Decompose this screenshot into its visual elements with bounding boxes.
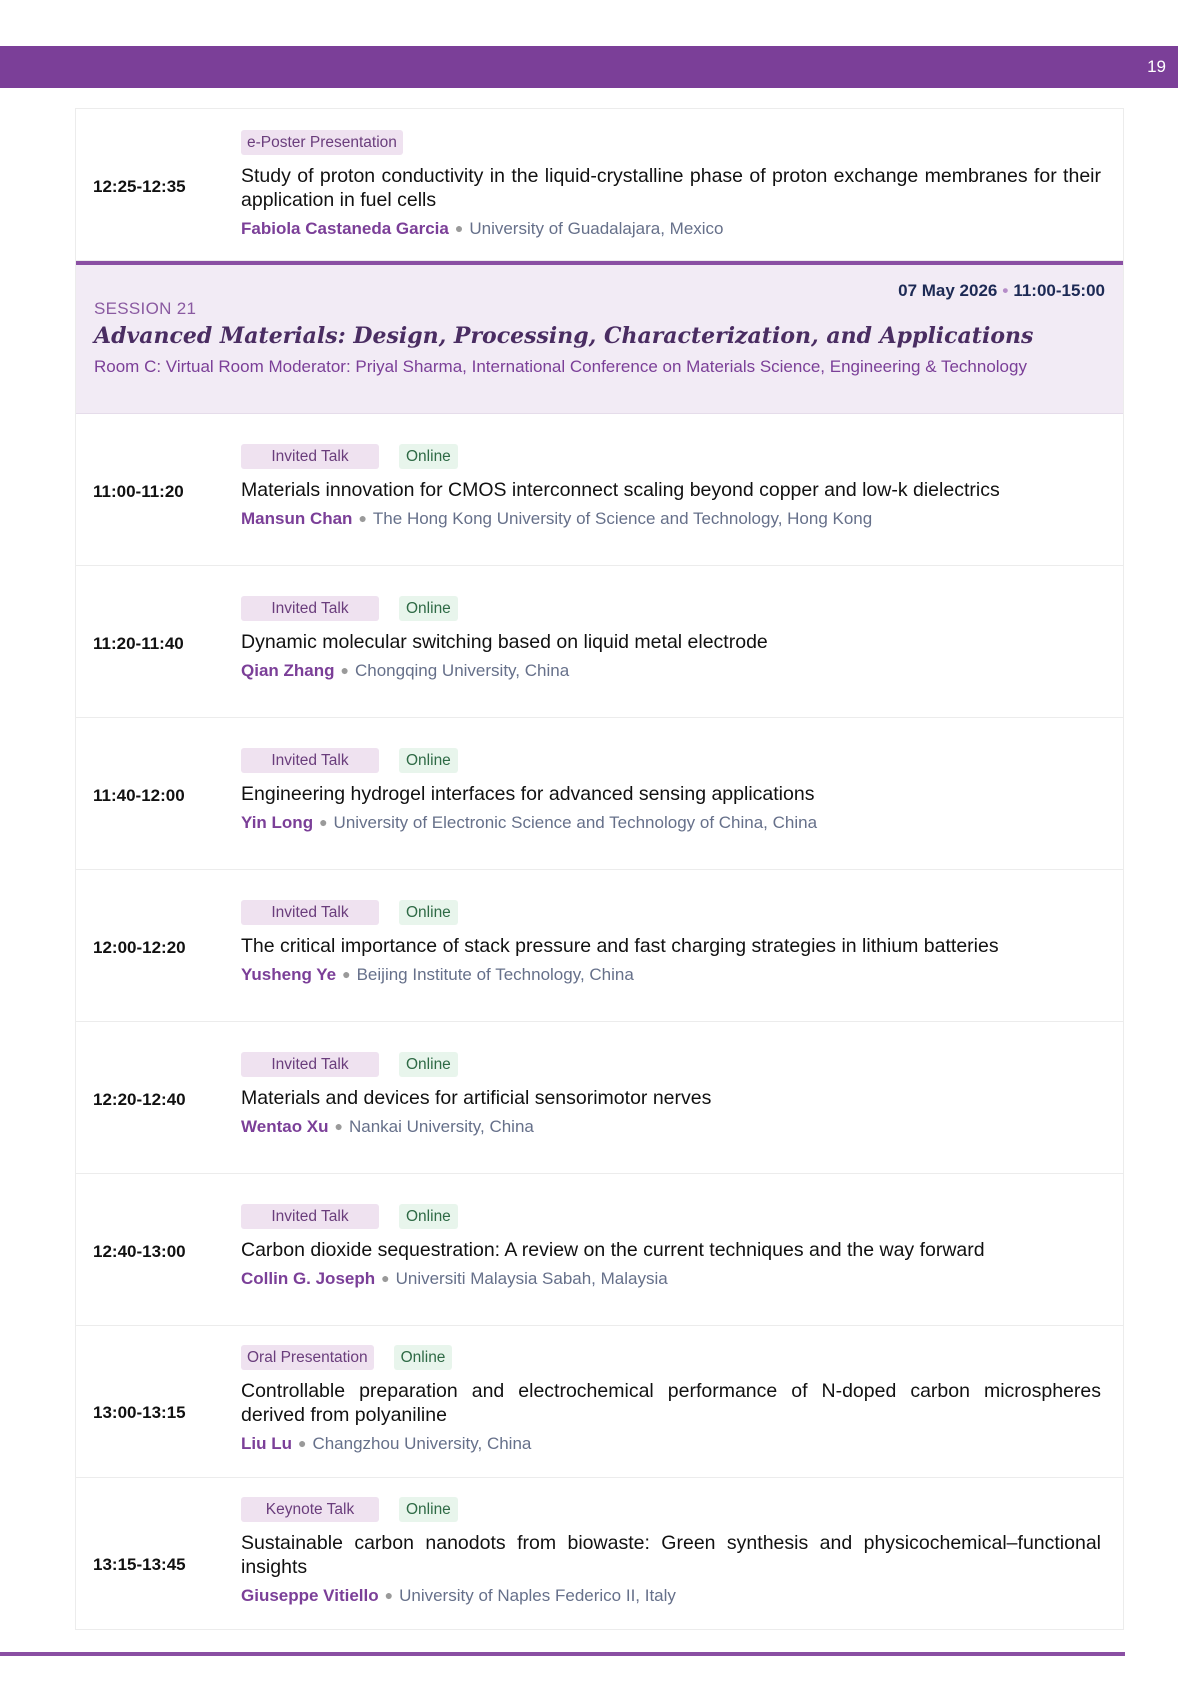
separator-dot: ●: [454, 220, 464, 236]
session-date: 07 May 2026: [898, 281, 998, 300]
separator-dot: ●: [340, 662, 349, 678]
talk-title: Engineering hydrogel interfaces for advanced sensing applications: [241, 783, 815, 805]
speaker-name: Collin G. Joseph: [241, 1269, 376, 1288]
schedule-row: [76, 1326, 1123, 1478]
row-content: [241, 1052, 1101, 1137]
session-title: Advanced Materials: Design, Processing, Characterization, and Applications: [94, 323, 1034, 349]
talk-title: Materials innovation for CMOS interconnect scaling beyond copper and low-k dielectrics: [241, 479, 1000, 501]
schedule-row: [76, 1174, 1123, 1326]
badge-group: [241, 1052, 1101, 1076]
speaker-line: [241, 813, 1101, 833]
badge-group: [241, 596, 1101, 620]
online-badge: Online: [399, 1204, 458, 1229]
presentation-type-badge: Invited Talk: [241, 1204, 379, 1229]
speaker-affiliation: Universiti Malaysia Sabah, Malaysia: [395, 1269, 668, 1288]
speaker-name: Fabiola Castaneda Garcia: [241, 219, 449, 238]
speaker-name: Yusheng Ye: [241, 965, 337, 984]
talk-title: Sustainable carbon nanodots from biowaste: Green synthesis and physicochemical–functional insights: [241, 1532, 1101, 1578]
presentation-type-badge: Invited Talk: [241, 900, 379, 925]
speaker-line: [241, 1586, 1101, 1606]
session-room-moderator: Room C: Virtual Room Moderator: Priyal Sharma, International Conference on Materials Science, Engineering & Technology: [94, 357, 1027, 376]
row-content: [241, 900, 1101, 985]
presentation-type-badge: Invited Talk: [241, 596, 379, 621]
speaker-affiliation: Chongqing University, China: [354, 661, 570, 680]
time-slot: 13:00-13:15: [93, 1403, 186, 1422]
header-bar: [0, 46, 1178, 88]
speaker-name: Wentao Xu: [241, 1117, 329, 1136]
speaker-affiliation: Beijing Institute of Technology, China: [356, 965, 634, 984]
speaker-line: [241, 1117, 1101, 1137]
speaker-affiliation: University of Naples Federico II, Italy: [399, 1586, 676, 1605]
speaker-line: [241, 661, 1101, 681]
speaker-affiliation: Changzhou University, China: [312, 1434, 532, 1453]
time-slot: 13:15-13:45: [93, 1555, 186, 1574]
schedule-row: [76, 1478, 1123, 1629]
schedule-row: [76, 1022, 1123, 1174]
row-content: [241, 130, 1101, 239]
talk-title: Dynamic molecular switching based on liquid metal electrode: [241, 631, 768, 653]
badge-group: [241, 748, 1101, 772]
row-content: [241, 1497, 1101, 1606]
separator-dot: ●: [334, 1118, 343, 1134]
online-badge: Online: [399, 1497, 458, 1522]
session-header: [76, 261, 1123, 414]
presentation-type-badge: Invited Talk: [241, 444, 379, 469]
speaker-affiliation: University of Guadalajara, Mexico: [469, 219, 724, 238]
schedule-row: [76, 718, 1123, 870]
row-content: [241, 1204, 1101, 1289]
time-slot: 11:20-11:40: [93, 634, 184, 653]
online-badge: Online: [399, 748, 458, 773]
badge-group: [241, 1345, 1101, 1369]
speaker-name: Giuseppe Vitiello: [241, 1586, 379, 1605]
row-content: [241, 444, 1101, 529]
presentation-type-badge: e-Poster Presentation: [241, 130, 403, 155]
speaker-name: Liu Lu: [241, 1434, 292, 1453]
speaker-line: [241, 509, 1101, 529]
online-badge: Online: [399, 596, 458, 621]
footer-divider: [0, 1652, 1125, 1656]
time-slot: 12:25-12:35: [93, 177, 186, 196]
speaker-line: [241, 965, 1101, 985]
presentation-type-badge: Keynote Talk: [241, 1497, 379, 1522]
speaker-name: Qian Zhang: [241, 661, 335, 680]
online-badge: Online: [399, 444, 458, 469]
online-badge: Online: [394, 1345, 453, 1370]
talk-title: The critical importance of stack pressure and fast charging strategies in lithium batteries: [241, 935, 999, 957]
presentation-type-badge: Invited Talk: [241, 1052, 379, 1077]
speaker-name: Yin Long: [241, 813, 314, 832]
time-slot: 12:00-12:20: [93, 938, 186, 957]
separator-dot: ●: [384, 1587, 394, 1603]
separator-dot: ●: [381, 1270, 390, 1286]
speaker-affiliation: The Hong Kong University of Science and Technology, Hong Kong: [372, 509, 873, 528]
row-content: [241, 596, 1101, 681]
talk-title: Carbon dioxide sequestration: A review on the current techniques and the way forward: [241, 1239, 985, 1261]
speaker-line: [241, 1434, 1101, 1454]
row-content: [241, 748, 1101, 833]
presentation-type-badge: Oral Presentation: [241, 1345, 374, 1370]
schedule-row: [76, 566, 1123, 718]
badge-group: [241, 444, 1101, 468]
session-label: SESSION 21: [94, 299, 197, 318]
speaker-line: [241, 219, 1101, 239]
talk-title: Study of proton conductivity in the liquid-crystalline phase of proton exchange membranes for their application in fuel cells: [241, 165, 1101, 211]
row-content: [241, 1345, 1101, 1454]
separator-dot: •: [1002, 281, 1009, 300]
time-slot: 11:40-12:00: [93, 786, 185, 805]
talk-title: Materials and devices for artificial sensorimotor nerves: [241, 1087, 712, 1109]
separator-dot: ●: [342, 966, 351, 982]
separator-dot: ●: [358, 510, 367, 526]
time-slot: 12:20-12:40: [93, 1090, 186, 1109]
badge-group: [241, 130, 1101, 154]
speaker-affiliation: Nankai University, China: [349, 1117, 534, 1136]
badge-group: [241, 900, 1101, 924]
badge-group: [241, 1204, 1101, 1228]
time-slot: 11:00-11:20: [93, 482, 184, 501]
schedule-row: [76, 414, 1123, 566]
badge-group: [241, 1497, 1101, 1521]
schedule-row: [76, 870, 1123, 1022]
session-datetime: [898, 281, 1105, 301]
presentation-type-badge: Invited Talk: [241, 748, 379, 773]
session-time: 11:00-15:00: [1013, 281, 1105, 300]
speaker-affiliation: University of Electronic Science and Technology of China, China: [333, 813, 818, 832]
time-slot: 12:40-13:00: [93, 1242, 186, 1261]
online-badge: Online: [399, 1052, 458, 1077]
separator-dot: ●: [297, 1435, 307, 1451]
speaker-name: Mansun Chan: [241, 509, 353, 528]
online-badge: Online: [399, 900, 458, 925]
separator-dot: ●: [319, 814, 328, 830]
schedule-table: [75, 108, 1124, 1630]
schedule-row: [76, 109, 1123, 261]
page-number: 19: [1147, 57, 1166, 76]
talk-title: Controllable preparation and electrochemical performance of N-doped carbon microspheres derived from polyaniline: [241, 1380, 1101, 1426]
speaker-line: [241, 1269, 1101, 1289]
